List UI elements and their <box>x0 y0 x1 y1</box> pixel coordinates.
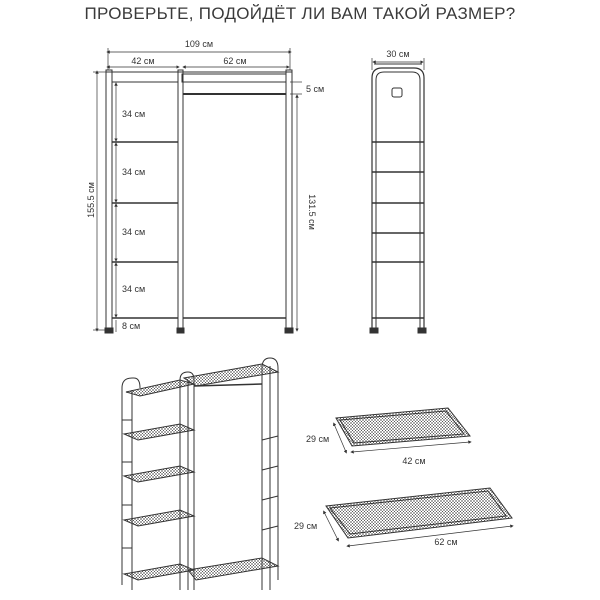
shelf-gap-2-label: 34 см <box>122 167 146 177</box>
small-shelf <box>336 408 470 446</box>
top-shelf-right <box>182 74 286 82</box>
total-width-label: 109 см <box>184 39 214 49</box>
shelf-gap-4-label: 34 см <box>122 284 146 294</box>
total-height-label: 155.5 см <box>86 182 96 218</box>
page-title: ПРОВЕРЬТЕ, ПОДОЙДЁТ ЛИ ВАМ ТАКОЙ РАЗМЕР? <box>84 4 516 23</box>
small-shelf-depth-label: 29 см <box>306 434 330 444</box>
left-post <box>106 70 112 330</box>
large-shelf-depth-label: 29 см <box>294 521 318 531</box>
large-shelf <box>326 488 512 538</box>
depth-label: 30 см <box>386 49 410 59</box>
rail-height-label: 131.5 см <box>307 194 317 230</box>
perspective-shelves <box>124 364 278 580</box>
bottom-clearance-label: 8 см <box>122 321 141 331</box>
left-width-label: 42 см <box>131 56 155 66</box>
shelf-gap-3-label: 34 см <box>122 227 146 237</box>
right-post <box>286 70 292 330</box>
shelf-gap-1-label: 34 см <box>122 109 146 119</box>
rail-offset-label: 5 см <box>306 84 325 94</box>
side-view <box>370 64 426 333</box>
right-width-label: 62 см <box>223 56 247 66</box>
large-shelf-width-label: 62 см <box>434 537 458 547</box>
small-shelf-width-label: 42 см <box>402 456 426 466</box>
middle-post <box>178 70 183 330</box>
